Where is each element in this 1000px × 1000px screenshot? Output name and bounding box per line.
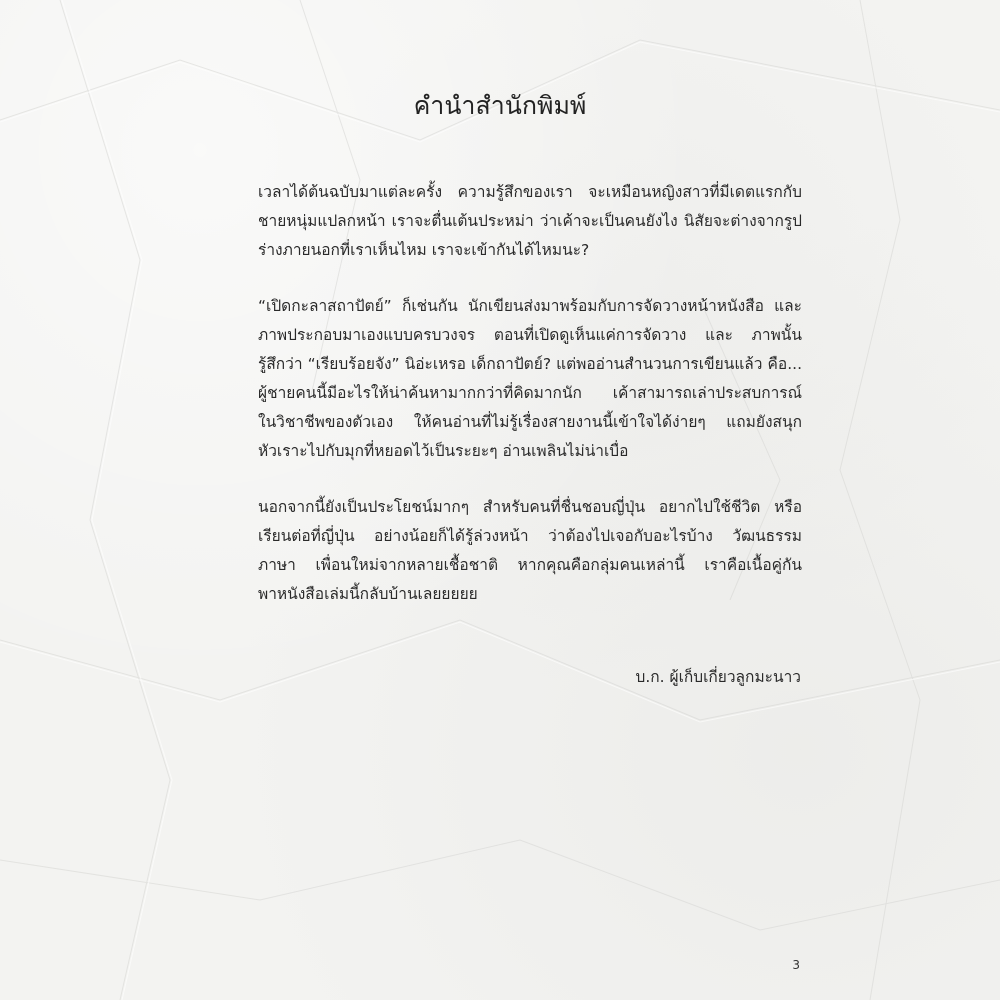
editor-signature: บ.ก. ผู้เก็บเกี่ยวลูกมะนาว: [635, 668, 801, 686]
text-line: รู้สึกว่า “เรียบร้อยจัง” นิอ่ะเหรอ เด็กถาปัตย์? แต่พออ่านสำนวนการเขียนแล้ว คือ...: [258, 355, 802, 373]
text-line: “เปิดกะลาสถาปัตย์” ก็เช่นกัน นักเขียนส่งมาพร้อมกับการจัดวางหน้าหนังสือ และ: [258, 297, 802, 315]
text-line: ร่างภายนอกที่เราเห็นไหม เราจะเข้ากันได้ไหมนะ?: [258, 241, 590, 259]
paragraph-2: [258, 292, 802, 466]
text-line: นอกจากนี้ยังเป็นประโยชน์มากๆ สำหรับคนที่ชื่นชอบญี่ปุ่น อยากไปใช้ชีวิต หรือ: [258, 498, 802, 516]
paragraph-3: [258, 493, 802, 609]
foreword-body: [258, 178, 802, 636]
text-line: ในวิชาชีพของตัวเอง ให้คนอ่านที่ไม่รู้เรื่องสายงานนี้เข้าใจได้ง่ายๆ แถมยังสนุก: [258, 413, 802, 431]
text-line: ภาษา เพื่อนใหม่จากหลายเชื้อชาติ หากคุณคือกลุ่มคนเหล่านี้ เราคือเนื้อคู่กัน: [258, 556, 802, 574]
text-line: ชายหนุ่มแปลกหน้า เราจะตื่นเต้นประหม่า ว่าเค้าจะเป็นคนยังไง นิสัยจะต่างจากรูป: [258, 212, 802, 230]
text-line: ภาพประกอบมาเองแบบครบวงจร ตอนที่เปิดดูเห็นแค่การจัดวาง และ ภาพนั้น: [258, 326, 802, 344]
text-line: ผู้ชายคนนี้มีอะไรให้น่าค้นหามากกว่าที่คิดมากนัก เค้าสามารถเล่าประสบการณ์: [258, 384, 802, 402]
text-line: เรียนต่อที่ญี่ปุ่น อย่างน้อยก็ได้รู้ล่วงหน้า ว่าต้องไปเจอกับอะไรบ้าง วัฒนธรรม: [258, 527, 802, 545]
page-title: คำนำสำนักพิมพ์: [413, 91, 587, 120]
text-line: พาหนังสือเล่มนี้กลับบ้านเลยยยยย: [258, 585, 478, 603]
page-number: 3: [792, 958, 800, 972]
text-line: เวลาได้ต้นฉบับมาแต่ละครั้ง ความรู้สึกของเรา จะเหมือนหญิงสาวที่มีเดตแรกกับ: [258, 183, 802, 201]
paragraph-1: [258, 178, 802, 265]
text-line: หัวเราะไปกับมุกที่หยอดไว้เป็นระยะๆ อ่านเพลินไม่น่าเบื่อ: [258, 442, 629, 460]
